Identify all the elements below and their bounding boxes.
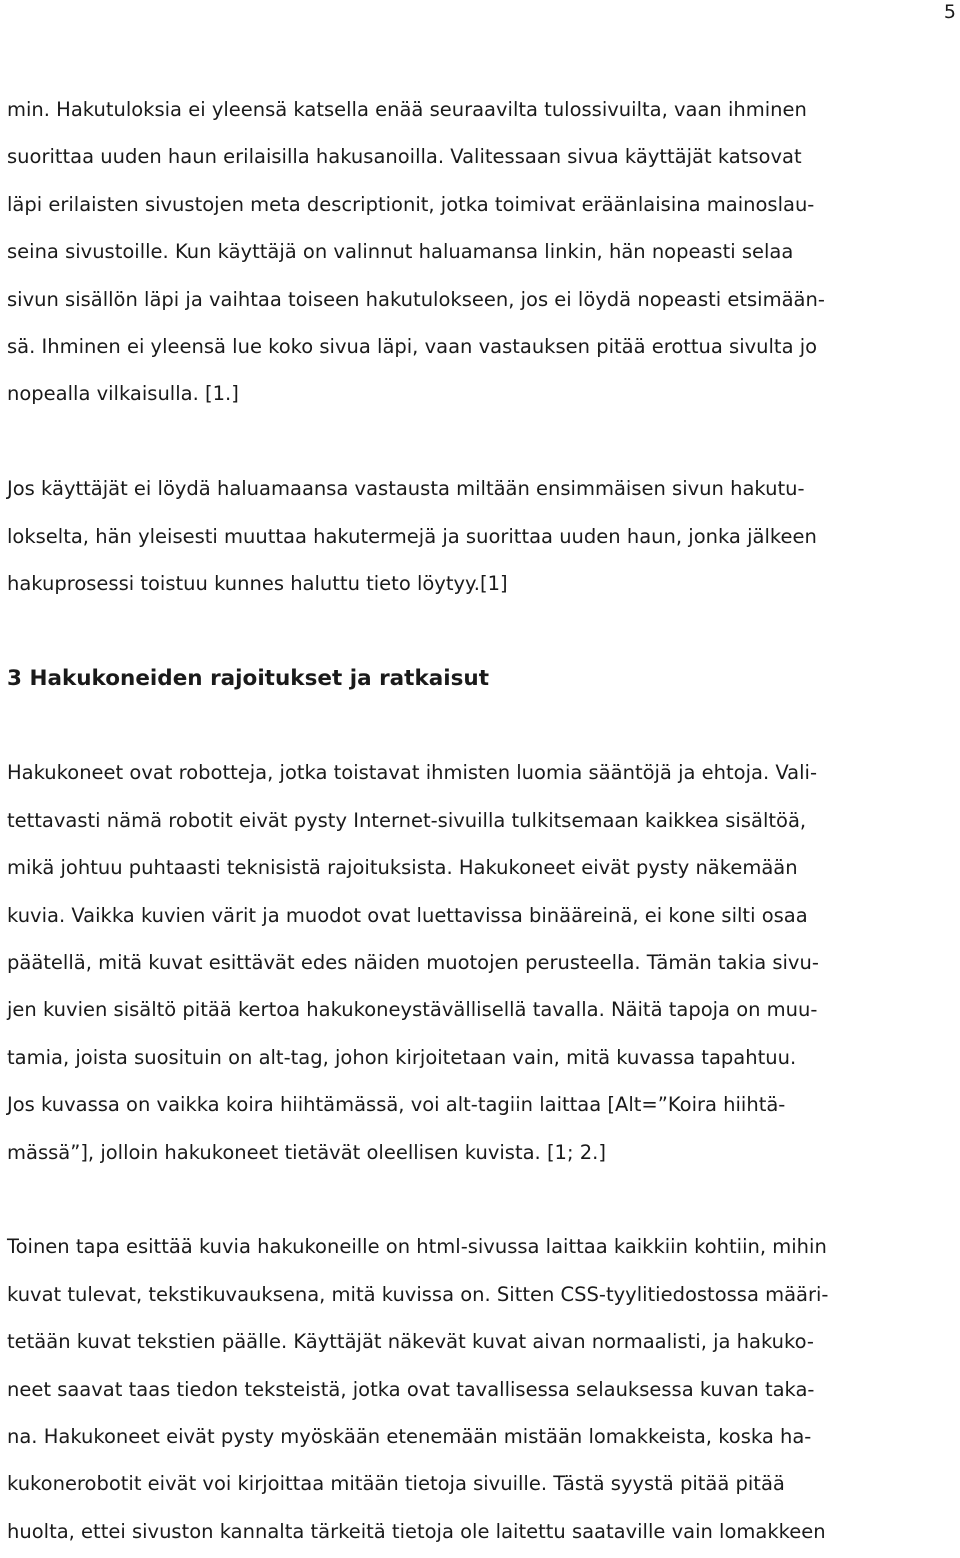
- text-line: jen kuvien sisältö pitää kertoa hakukoneystävällisellä tavalla. Näitä tapoja on muu-: [7, 998, 818, 1022]
- text-line: na. Hakukoneet eivät pysty myöskään etenemään mistään lomakkeista, koska ha-: [7, 1424, 812, 1448]
- text-line: sä. Ihminen ei yleensä lue koko sivua läpi, vaan vastauksen pitää erottua sivulta jo: [7, 334, 818, 358]
- text-line: Toinen tapa esittää kuvia hakukoneille on html-sivussa laittaa kaikkiin kohtiin, mihin: [7, 1235, 827, 1259]
- text-line: tamia, joista suosituin on alt-tag, johon kirjoitetaan vain, mitä kuvassa tapahtuu.: [7, 1045, 797, 1069]
- text-line: nopealla vilkaisulla. [1.]: [7, 382, 239, 406]
- text-line: mikä johtuu puhtaasti teknisistä rajoituksista. Hakukoneet eivät pysty näkemään: [7, 856, 798, 880]
- paragraph-spacer: [7, 418, 957, 465]
- text-line: min. Hakutuloksia ei yleensä katsella enää seuraavilta tulossivuilta, vaan ihminen: [7, 98, 807, 121]
- text-line: neet saavat taas tiedon teksteistä, jotka ovat tavallisessa selauksessa kuvan taka-: [7, 1377, 815, 1401]
- text-line: päätellä, mitä kuvat esittävät edes näiden muotojen perusteella. Tämän takia sivu-: [7, 951, 819, 975]
- paragraph-spacer: [7, 607, 957, 654]
- paragraph: [7, 749, 957, 1176]
- text-line: kukonerobotit eivät voi kirjoittaa mitään tietoja sivuille. Tästä syystä pitää pitää: [7, 1472, 785, 1496]
- text-line: mässä”], jolloin hakukoneet tietävät oleellisen kuvista. [1; 2.]: [7, 1140, 606, 1164]
- paragraph: [7, 465, 957, 607]
- text-line: hakuprosessi toistuu kunnes haluttu tieto löytyy.[1]: [7, 571, 508, 595]
- paragraph: [7, 1223, 957, 1555]
- text-line: lokselta, hän yleisesti muuttaa hakutermejä ja suorittaa uuden haun, jonka jälkeen: [7, 524, 817, 548]
- page-number: 5: [943, 1, 956, 23]
- text-line: tettavasti nämä robotit eivät pysty Internet-sivuilla tulkitsemaan kaikkea sisältöä,: [7, 808, 807, 832]
- text-line: suorittaa uuden haun erilaisilla hakusanoilla. Valitessaan sivua käyttäjät katsovat: [7, 145, 802, 169]
- section-heading: 3 Hakukoneiden rajoitukset ja ratkaisut: [7, 665, 490, 691]
- text-line: Jos käyttäjät ei löydä haluamaansa vastausta miltään ensimmäisen sivun hakutu-: [7, 477, 805, 501]
- text-line: Jos kuvassa on vaikka koira hiihtämässä, voi alt-tagiin laittaa [Alt=”Koira hiihtä-: [7, 1093, 786, 1117]
- document-body: [7, 86, 957, 1555]
- text-line: sivun sisällön läpi ja vaihtaa toiseen hakutulokseen, jos ei löydä nopeasti etsimään-: [7, 287, 825, 311]
- text-line: tetään kuvat tekstien päälle. Käyttäjät näkevät kuvat aivan normaalisti, ja hakuko-: [7, 1330, 814, 1354]
- paragraph: [7, 86, 957, 418]
- text-line: kuvat tulevat, tekstikuvauksena, mitä kuvissa on. Sitten CSS-tyylitiedostossa määri-: [7, 1282, 829, 1306]
- text-line: huolta, ettei sivuston kannalta tärkeitä tietoja ole laitettu saataville vain lomakkeen: [7, 1519, 826, 1543]
- paragraph-spacer: [7, 702, 957, 749]
- paragraph-spacer: [7, 1176, 957, 1223]
- text-line: läpi erilaisten sivustojen meta descriptionit, jotka toimivat eräänlaisina mainoslau-: [7, 192, 815, 216]
- text-line: kuvia. Vaikka kuvien värit ja muodot ovat luettavissa binääreinä, ei kone silti osaa: [7, 903, 808, 927]
- text-line: seina sivustoille. Kun käyttäjä on valinnut haluamansa linkin, hän nopeasti selaa: [7, 240, 794, 264]
- text-line: Hakukoneet ovat robotteja, jotka toistavat ihmisten luomia sääntöjä ja ehtoja. Vali-: [7, 761, 817, 785]
